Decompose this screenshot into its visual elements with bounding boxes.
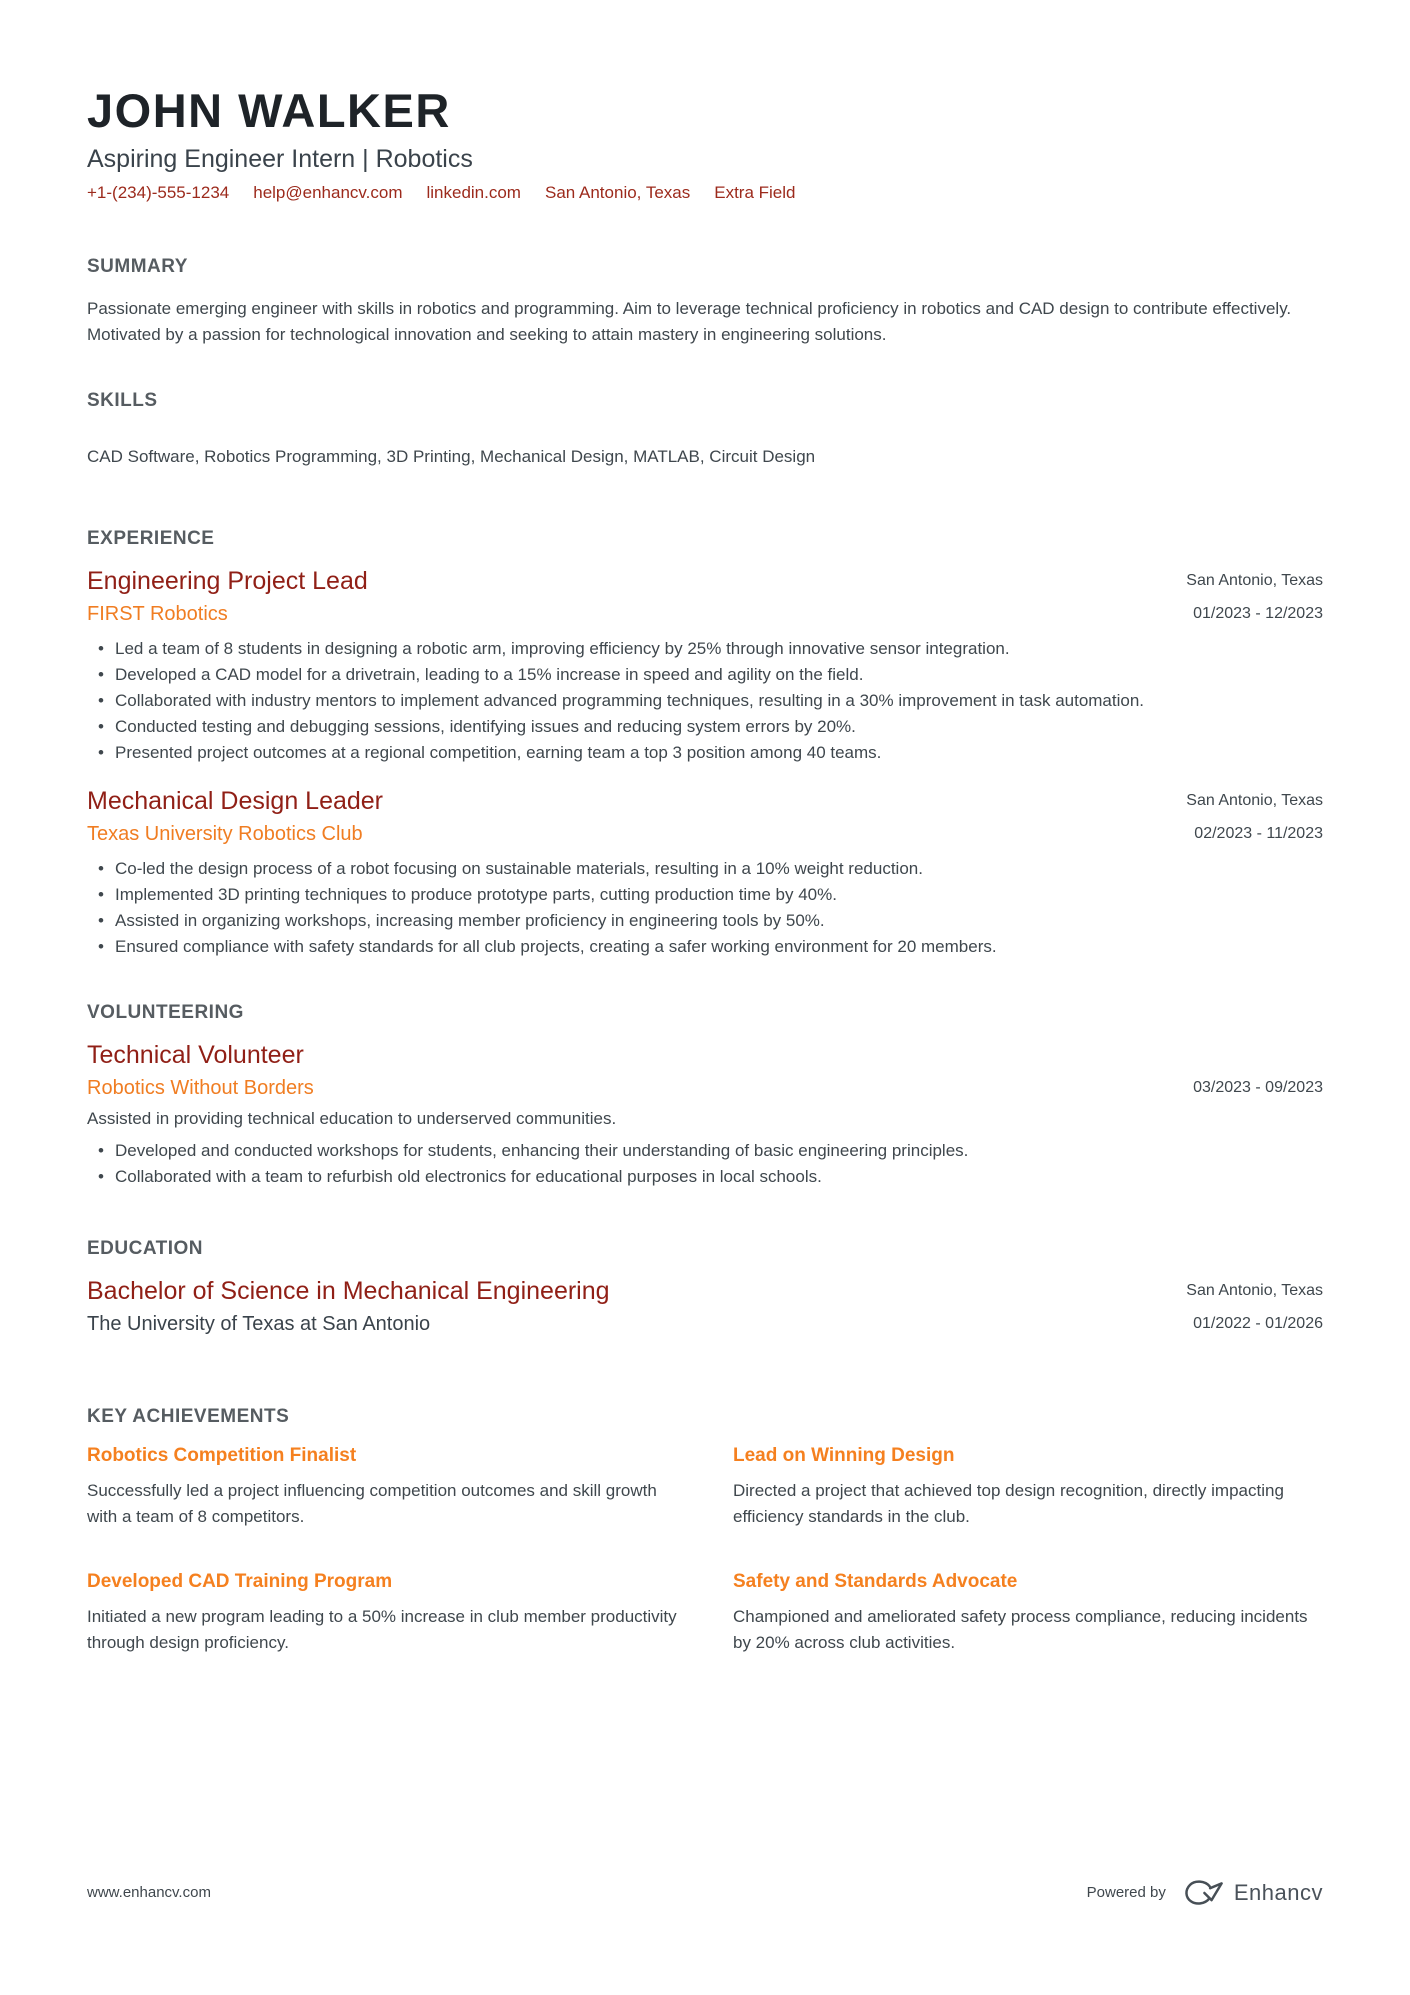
volunteer-bullets bbox=[87, 1138, 1323, 1190]
education-location: San Antonio, Texas bbox=[1186, 1282, 1323, 1300]
job-bullets bbox=[87, 856, 1323, 960]
bullet-item: • Led a team of 8 students in designing a robotic arm, improving efficiency by 25% through innovative sensor integration. bbox=[87, 636, 1323, 662]
experience-entry-meta bbox=[1186, 784, 1323, 850]
volunteer-organization: Robotics Without Borders bbox=[87, 1077, 314, 1100]
job-title: Engineering Project Lead bbox=[87, 567, 368, 596]
volunteering-heading: VOLUNTEERING bbox=[87, 1002, 244, 1024]
education-entry bbox=[87, 1274, 1323, 1340]
school-name: The University of Texas at San Antonio bbox=[87, 1313, 431, 1336]
candidate-headline: Aspiring Engineer Intern | Robotics bbox=[87, 145, 473, 174]
achievements-heading: KEY ACHIEVEMENTS bbox=[87, 1406, 290, 1428]
bullet-item: • Co-led the design process of a robot focusing on sustainable materials, resulting in a 10% weight reduction. bbox=[87, 856, 1323, 882]
job-location: San Antonio, Texas bbox=[1186, 572, 1323, 590]
contact-location: San Antonio, Texas bbox=[544, 183, 691, 203]
job-location: San Antonio, Texas bbox=[1186, 792, 1323, 810]
volunteer-role: Technical Volunteer bbox=[87, 1041, 304, 1070]
education-heading: EDUCATION bbox=[87, 1238, 204, 1260]
achievements-grid bbox=[87, 1444, 1323, 1656]
page-footer bbox=[87, 1878, 1323, 1907]
achievement-text: Successfully led a project influencing competition outcomes and skill growth with a team of 8 competitors. bbox=[87, 1481, 657, 1527]
achievement-title: Lead on Winning Design bbox=[733, 1445, 955, 1467]
section-summary bbox=[87, 256, 1323, 348]
bullet-item: • Collaborated with industry mentors to implement advanced programming techniques, resulting in a 30% improvement in task automation. bbox=[87, 688, 1323, 714]
volunteering-entry-titles bbox=[87, 1038, 1193, 1104]
achievement-text: Directed a project that achieved top design recognition, directly impacting efficiency standards in the club. bbox=[733, 1481, 1284, 1527]
job-dates: 01/2023 - 12/2023 bbox=[1193, 605, 1323, 623]
section-education bbox=[87, 1238, 1323, 1340]
achievement-title: Developed CAD Training Program bbox=[87, 1571, 393, 1593]
achievement-item bbox=[87, 1444, 677, 1530]
job-bullets bbox=[87, 636, 1323, 766]
section-achievements bbox=[87, 1406, 1323, 1656]
enhancv-wordmark: Enhancv bbox=[1233, 1879, 1323, 1905]
summary-heading: SUMMARY bbox=[87, 256, 188, 278]
experience-entry-titles bbox=[87, 784, 1186, 850]
candidate-name: JOHN WALKER bbox=[87, 84, 451, 137]
achievement-text: Initiated a new program leading to a 50% increase in club member productivity through design proficiency. bbox=[87, 1607, 677, 1653]
achievement-text: Championed and ameliorated safety process compliance, reducing incidents by 20% across club activities. bbox=[733, 1607, 1308, 1653]
volunteer-description: Assisted in providing technical education to underserved communities. bbox=[87, 1109, 617, 1129]
education-entry-meta bbox=[1186, 1274, 1323, 1340]
enhancv-brand[interactable] bbox=[1180, 1878, 1323, 1907]
contact-email[interactable]: help@enhancv.com bbox=[253, 183, 403, 203]
job-dates: 02/2023 - 11/2023 bbox=[1194, 825, 1323, 843]
powered-by-block bbox=[1087, 1878, 1323, 1907]
bullet-item: • Presented project outcomes at a regional competition, earning team a top 3 position among 40 teams. bbox=[87, 740, 1323, 766]
contact-linkedin[interactable]: linkedin.com bbox=[426, 183, 521, 203]
summary-text: Passionate emerging engineer with skills in robotics and programming. Aim to leverage technical proficiency in robotics and CAD design to contribute effectively. Motivated by a passion for technological innovation and seeking to attain mastery in engineering solutions. bbox=[87, 299, 1292, 345]
achievement-title: Robotics Competition Finalist bbox=[87, 1445, 357, 1467]
volunteering-entry-head bbox=[87, 1038, 1323, 1104]
skills-heading: SKILLS bbox=[87, 390, 158, 412]
section-experience bbox=[87, 528, 1323, 960]
bullet-item: • Implemented 3D printing techniques to produce prototype parts, cutting production time by 40%. bbox=[87, 882, 1323, 908]
job-title: Mechanical Design Leader bbox=[87, 787, 384, 816]
volunteer-dates: 03/2023 - 09/2023 bbox=[1193, 1079, 1323, 1097]
section-skills bbox=[87, 390, 1323, 470]
bullet-item: • Developed a CAD model for a drivetrain, leading to a 15% increase in speed and agility on the field. bbox=[87, 662, 1323, 688]
education-entry-head bbox=[87, 1274, 1323, 1340]
contact-row bbox=[87, 182, 1323, 204]
skills-list: CAD Software, Robotics Programming, 3D Printing, Mechanical Design, MATLAB, Circuit Design bbox=[87, 447, 816, 467]
contact-phone: +1-(234)-555-1234 bbox=[87, 183, 230, 203]
experience-heading: EXPERIENCE bbox=[87, 528, 215, 550]
job-company: FIRST Robotics bbox=[87, 603, 228, 626]
job-company: Texas University Robotics Club bbox=[87, 823, 363, 846]
achievement-item bbox=[733, 1444, 1323, 1530]
footer-website-link[interactable]: www.enhancv.com bbox=[87, 1884, 211, 1901]
experience-entry-titles bbox=[87, 564, 1186, 630]
bullet-item: • Ensured compliance with safety standards for all club projects, creating a safer working environment for 20 members. bbox=[87, 934, 1323, 960]
bullet-item: • Developed and conducted workshops for students, enhancing their understanding of basic engineering principles. bbox=[87, 1138, 1323, 1164]
degree-title: Bachelor of Science in Mechanical Engineering bbox=[87, 1277, 610, 1306]
section-volunteering bbox=[87, 1002, 1323, 1190]
experience-entry-meta bbox=[1186, 564, 1323, 630]
education-dates: 01/2022 - 01/2026 bbox=[1193, 1315, 1323, 1333]
powered-by-label: Powered by bbox=[1086, 1884, 1166, 1901]
achievement-title: Safety and Standards Advocate bbox=[733, 1571, 1018, 1593]
experience-entry bbox=[87, 564, 1323, 766]
experience-entry-head bbox=[87, 784, 1323, 850]
contact-extra-field: Extra Field bbox=[714, 183, 796, 203]
bullet-item: • Conducted testing and debugging sessions, identifying issues and reducing system errors by 20%. bbox=[87, 714, 1323, 740]
bullet-item: • Assisted in organizing workshops, increasing member proficiency in engineering tools by 50%. bbox=[87, 908, 1323, 934]
bullet-item: • Collaborated with a team to refurbish old electronics for educational purposes in local schools. bbox=[87, 1164, 1323, 1190]
volunteering-entry bbox=[87, 1038, 1323, 1190]
education-entry-titles bbox=[87, 1274, 1186, 1340]
enhancv-logo-icon bbox=[1180, 1878, 1224, 1907]
volunteering-entry-meta bbox=[1193, 1038, 1323, 1104]
experience-entry-head bbox=[87, 564, 1323, 630]
achievement-item bbox=[87, 1570, 677, 1656]
achievement-item bbox=[733, 1570, 1323, 1656]
experience-entry bbox=[87, 784, 1323, 960]
